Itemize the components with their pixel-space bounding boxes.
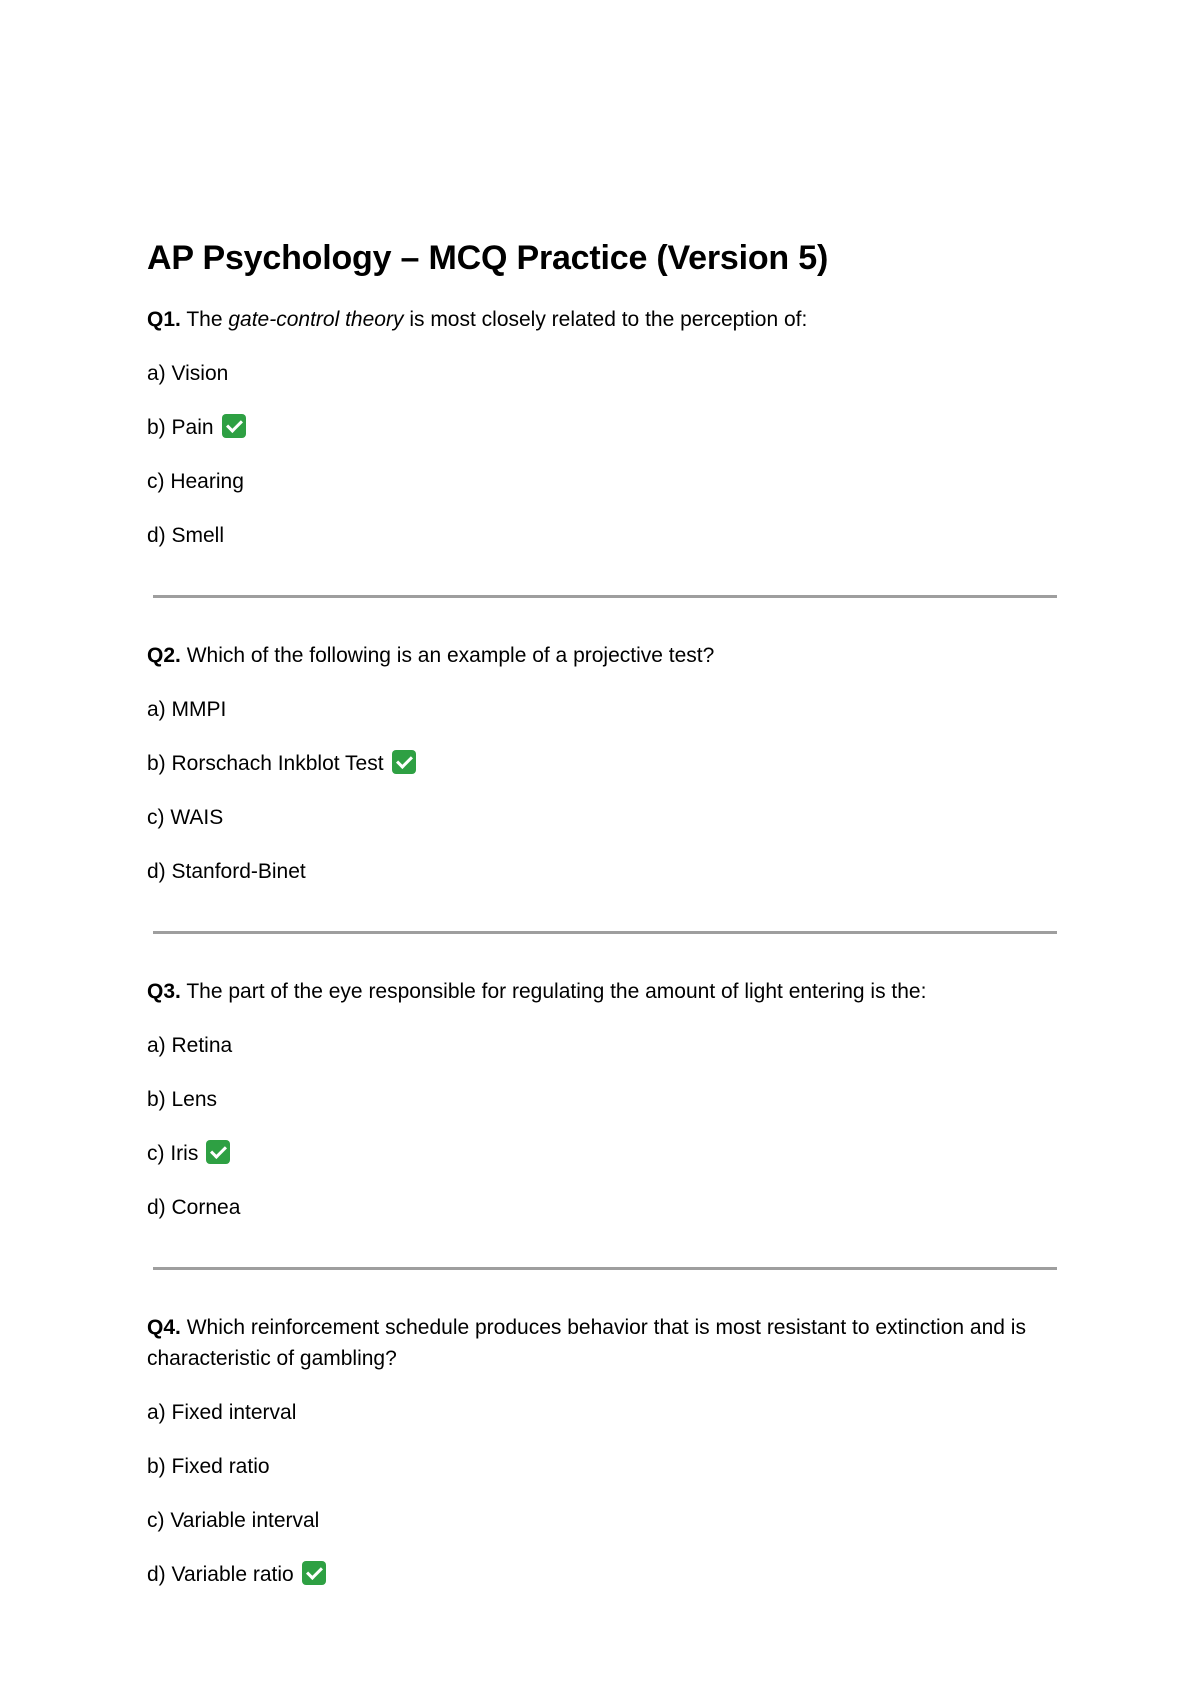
question-block-3 xyxy=(147,976,1057,1223)
check-mark-icon xyxy=(392,750,416,774)
question-block-1 xyxy=(147,304,1057,551)
answer-option: d) Stanford-Binet xyxy=(147,860,306,883)
question-text xyxy=(147,304,1057,335)
answer-option-correct: c) Iris xyxy=(147,1138,1057,1169)
answer-option: a) Fixed interval xyxy=(147,1401,297,1424)
question-text xyxy=(147,1312,1057,1374)
question-label: Q1. xyxy=(147,308,181,331)
answer-option: b) Lens xyxy=(147,1088,218,1111)
answer-option: a) Retina xyxy=(147,1034,233,1057)
question-text xyxy=(147,976,1057,1007)
answer-option: d) Smell xyxy=(147,524,225,547)
question-body: Which of the following is an example of a projective test? xyxy=(186,644,715,667)
question-text-emphasis: gate-control theory xyxy=(228,308,404,331)
question-label: Q2. xyxy=(147,644,181,667)
question-label: Q3. xyxy=(147,980,181,1003)
answer-option: b) Fixed ratio xyxy=(147,1455,270,1478)
question-block-4 xyxy=(147,1312,1057,1590)
document-content xyxy=(147,236,1057,1590)
answer-option: c) WAIS xyxy=(147,806,224,829)
answer-option-correct: b) Rorschach Inkblot Test xyxy=(147,748,1057,779)
question-body: The part of the eye responsible for regulating the amount of light entering is the: xyxy=(186,980,927,1003)
check-mark-icon xyxy=(206,1140,230,1164)
answer-option: c) Hearing xyxy=(147,470,244,493)
answer-option: d) Cornea xyxy=(147,1196,241,1219)
question-text xyxy=(147,640,1057,671)
page-title: AP Psychology – MCQ Practice (Version 5) xyxy=(147,239,829,277)
answer-option: c) Variable interval xyxy=(147,1509,320,1532)
answer-option: a) MMPI xyxy=(147,698,227,721)
question-body: Which reinforcement schedule produces behavior that is most resistant to extinction and is characteristic of gambling? xyxy=(147,1316,1026,1370)
question-block-2 xyxy=(147,640,1057,887)
answer-option-correct: d) Variable ratio xyxy=(147,1559,1057,1590)
section-divider xyxy=(153,931,1057,934)
check-mark-icon xyxy=(222,414,246,438)
check-mark-icon xyxy=(302,1561,326,1585)
answer-option: a) Vision xyxy=(147,362,229,385)
section-divider xyxy=(153,1267,1057,1270)
section-divider xyxy=(153,595,1057,598)
answer-option-correct: b) Pain xyxy=(147,412,1057,443)
question-text-after: is most closely related to the perception of: xyxy=(409,308,808,331)
question-text-before: The xyxy=(186,308,223,331)
question-label: Q4. xyxy=(147,1316,181,1339)
